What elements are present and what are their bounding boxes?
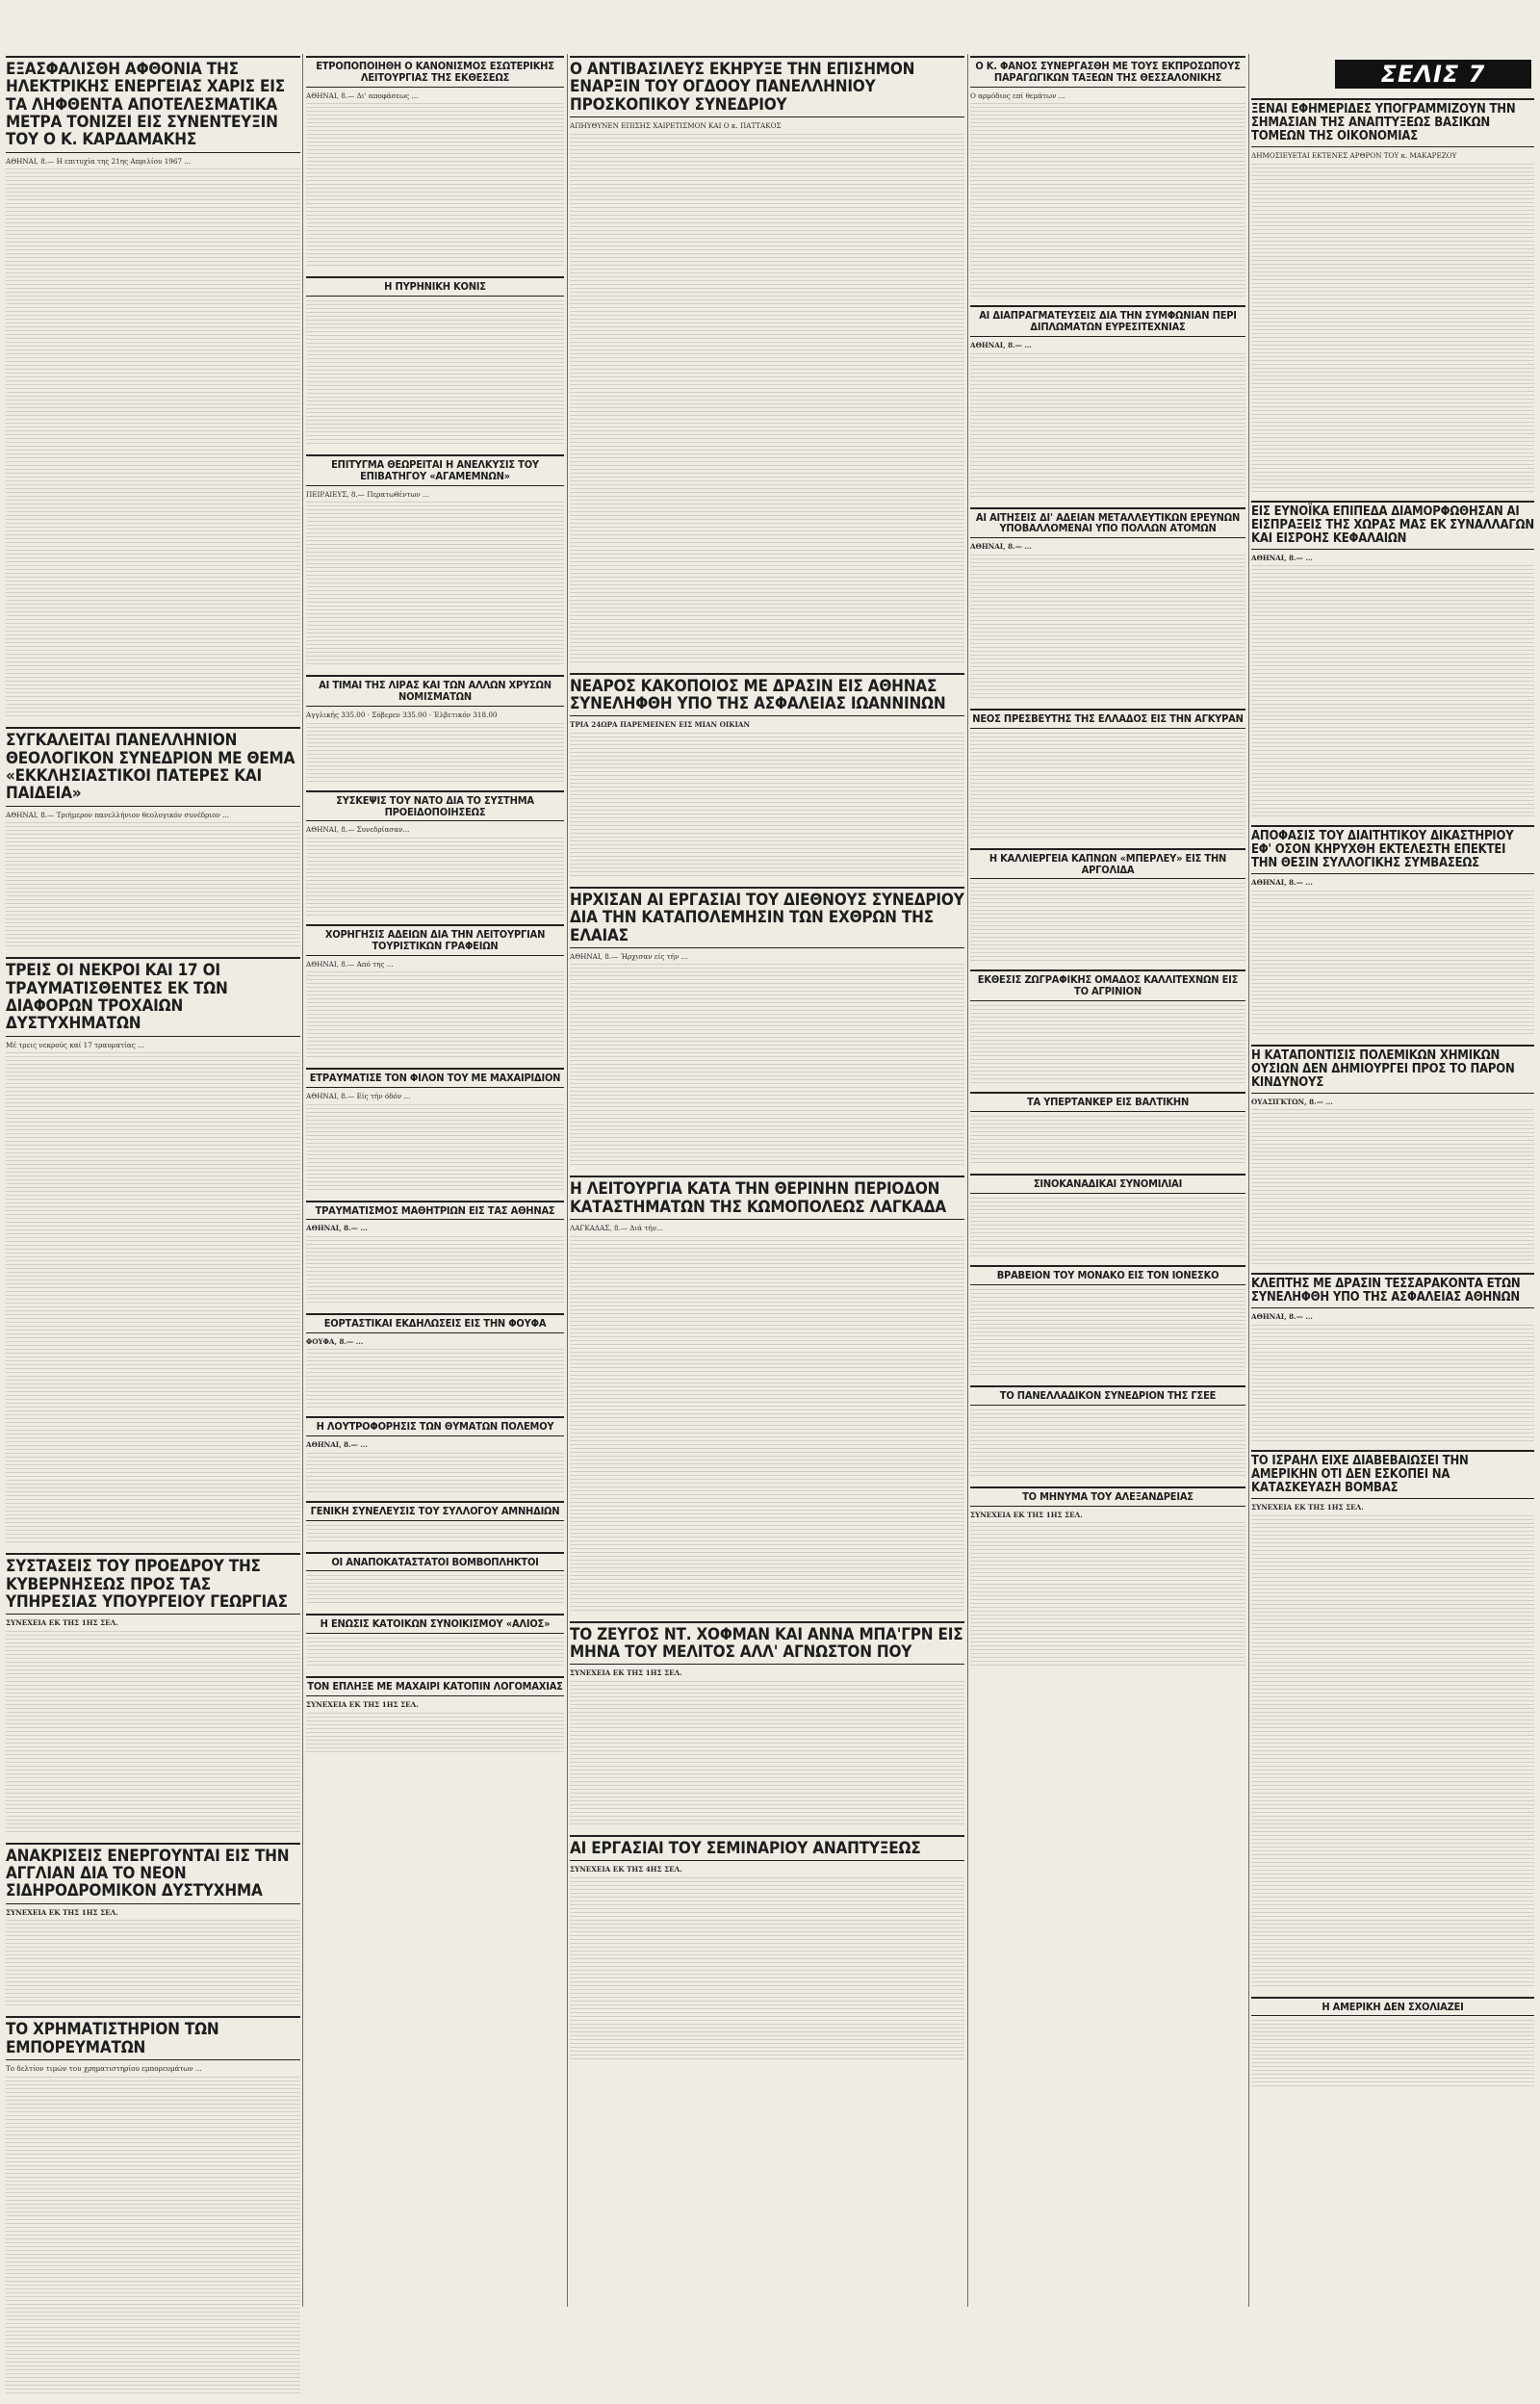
article-body-text [970, 883, 1245, 962]
article-headline: ΕΤΡΑΥΜΑΤΙΣΕ ΤΟΝ ΦΙΛΟΝ ΤΟΥ ΜΕ ΜΑΧΑΙΡΙΔΙΟΝ [306, 1068, 564, 1088]
page-number-masthead: ΣΕΛΙΣ 7 [1335, 60, 1531, 89]
column-rule [567, 54, 568, 2307]
article-lead: ΛΑΓΚΑΔΑΣ, 8.— Διά τήν... [570, 1224, 663, 1233]
article-headline: ΣΙΝΟΚΑΝΑΔΙΚΑΙ ΣΥΝΟΜΙΛΙΑΙ [970, 1174, 1245, 1194]
column-4 [970, 54, 1245, 1676]
column-5 [1251, 96, 1534, 2097]
article [970, 507, 1245, 701]
article-headline: ΑΙ ΔΙΑΠΡΑΓΜΑΤΕΥΣΕΙΣ ΔΙΑ ΤΗΝ ΣΥΜΦΩΝΙΑΝ ΠΕΡΙ ΔΙΠΛΩΜΑΤΩΝ ΕΥΡΕΣΙΤΕΧΝΙΑΣ [970, 305, 1245, 337]
article-body-text [6, 822, 300, 949]
article-lead: Το δελτίον τιμών του χρηματιστηρίου εμπορευμάτων ... [6, 2064, 202, 2074]
article-lead: ΑΘΗΝΑΙ, 8.— ... [306, 1440, 368, 1450]
article-body-text [570, 1877, 964, 2062]
article-headline: Η ΚΑΛΛΙΕΡΓΕΙΑ ΚΑΠΝΩΝ «ΜΠΕΡΛΕΥ» ΕΙΣ ΤΗΝ ΑΡΓΟΛΙΔΑ [970, 848, 1245, 880]
article-lead: ΣΥΝΕΧΕΙΑ ΕΚ ΤΗΣ 1ΗΣ ΣΕΛ. [1251, 1503, 1364, 1512]
article [306, 1416, 564, 1492]
article-body-text [1251, 1515, 1534, 1989]
article-lead: ΣΥΝΕΧΕΙΑ ΕΚ ΤΗΣ 1ΗΣ ΣΕΛ. [970, 1510, 1083, 1519]
article-lead: ΦΟΥΦΑ, 8.— ... [306, 1336, 364, 1346]
article-body-text [1251, 1325, 1534, 1442]
article-headline: ΤΡΑΥΜΑΤΙΣΜΟΣ ΜΑΘΗΤΡΙΩΝ ΕΙΣ ΤΑΣ ΑΘΗΝΑΣ [306, 1201, 564, 1221]
article-body-text [306, 1638, 564, 1668]
article-body-text [570, 1681, 964, 1827]
article-body-text [306, 1349, 564, 1409]
column-rule [1248, 54, 1249, 2307]
article-lead: ΔΗΜΟΣΙΕΥΕΤΑΙ ΕΚΤΕΝΕΣ ΑΡΘΡΟΝ ΤΟΥ κ. ΜΑΚΑΡΕΖΟΥ [1251, 151, 1457, 161]
article-body-text [6, 2077, 300, 2396]
article-body-text [570, 964, 964, 1168]
column-2 [306, 54, 564, 1761]
article-headline: ΣΥΣΚΕΨΙΣ ΤΟΥ ΝΑΤΟ ΔΙΑ ΤΟ ΣΥΣΤΗΜΑ ΠΡΟΕΙΔΟΠΟΙΗΣΕΩΣ [306, 790, 564, 822]
article-headline: ΕΤΡΟΠΟΠΟΙΗΘΗ Ο ΚΑΝΟΝΙΣΜΟΣ ΕΣΩΤΕΡΙΚΗΣ ΛΕΙΤΟΥΡΓΙΑΣ ΤΗΣ ΕΚΘΕΣΕΩΣ [306, 56, 564, 88]
article-headline: ΣΥΣΤΑΣΕΙΣ ΤΟΥ ΠΡΟΕΔΡΟΥ ΤΗΣ ΚΥΒΕΡΝΗΣΕΩΣ ΠΡΟΣ ΤΑΣ ΥΠΗΡΕΣΙΑΣ ΥΠΟΥΡΓΕΙΟΥ ΓΕΩΡΓΙΑΣ [6, 1553, 300, 1615]
article [970, 1486, 1245, 1668]
article-body-text [306, 723, 564, 783]
article-lead: ΑΘΗΝΑΙ, 8.— Από της ... [306, 959, 394, 969]
article [1251, 1997, 1534, 2090]
article-lead: ΣΥΝΕΧΕΙΑ ΕΚ ΤΗΣ 1ΗΣ ΣΕΛ. [6, 1618, 118, 1628]
article-body-text [970, 1116, 1245, 1166]
article-headline: ΑΠΟΦΑΣΙΣ ΤΟΥ ΔΙΑΙΤΗΤΙΚΟΥ ΔΙΚΑΣΤΗΡΙΟΥ ΕΦ' ΟΣΟΝ ΚΗΡΥΧΘΗ ΕΚΤΕΛΕΣΤΗ ΕΠΕΚΤΕΙ ΤΗΝ ΘΕΣΙΝ ΣΥΛΛΟΓΙΚΗΣ ΣΥΜΒΑΣΕΩΣ [1251, 825, 1534, 874]
article-headline: ΗΡΧΙΣΑΝ ΑΙ ΕΡΓΑΣΙΑΙ ΤΟΥ ΔΙΕΘΝΟΥΣ ΣΥΝΕΔΡΙΟΥ ΔΙΑ ΤΗΝ ΚΑΤΑΠΟΛΕΜΗΣΙΝ ΤΩΝ ΕΧΘΡΩΝ ΤΗΣ ΕΛΑΙΑΣ [570, 887, 964, 948]
article-headline: ΑΙ ΕΡΓΑΣΙΑΙ ΤΟΥ ΣΕΜΙΝΑΡΙΟΥ ΑΝΑΠΤΥΞΕΩΣ [570, 1835, 964, 1861]
column-3 [570, 54, 964, 2070]
article [6, 56, 300, 719]
article-headline: ΤΟ ΠΑΝΕΛΛΑΔΙΚΟΝ ΣΥΝΕΔΡΙΟΝ ΤΗΣ ΓΣΕΕ [970, 1385, 1245, 1406]
article [570, 1176, 964, 1613]
article-body-text [570, 733, 964, 879]
article-headline: ΧΟΡΗΓΗΣΙΣ ΑΔΕΙΩΝ ΔΙΑ ΤΗΝ ΛΕΙΤΟΥΡΓΙΑΝ ΤΟΥΡΙΣΤΙΚΩΝ ΓΡΑΦΕΙΩΝ [306, 924, 564, 956]
article-lead: Ο αρμόδιος επί θεμάτων ... [970, 90, 1065, 100]
article [306, 1676, 564, 1752]
article-body-text [970, 1005, 1245, 1084]
article-body-text [306, 1575, 564, 1606]
article-headline: ΑΙ ΑΙΤΗΣΕΙΣ ΔΙ' ΑΔΕΙΑΝ ΜΕΤΑΛΛΕΥΤΙΚΩΝ ΕΡΕΥΝΩΝ ΥΠΟΒΑΛΛΟΜΕΝΑΙ ΥΠΟ ΠΟΛΛΩΝ ΑΤΟΜΩΝ [970, 507, 1245, 539]
article [1251, 501, 1534, 818]
article-body-text [970, 1409, 1245, 1479]
article-lead: ΑΘΗΝΑΙ, 8.— ... [1251, 553, 1313, 562]
article [1251, 1450, 1534, 1989]
article-headline: ΕΞΑΣΦΑΛΙΣΘΗ ΑΦΘΟΝΙΑ ΤΗΣ ΗΛΕΚΤΡΙΚΗΣ ΕΝΕΡΓΕΙΑΣ ΧΑΡΙΣ ΕΙΣ ΤΑ ΛΗΦΘΕΝΤΑ ΑΠΟΤΕΛΕΣΜΑΤΙΚΑ ΜΕΤΡΑ ΤΟΝΙΖΕΙ ΕΙΣ ΣΥΝΕΝΤΕΥΞΙΝ ΤΟΥ Ο Κ. ΚΑΡΔΑΜΑΚΗΣ [6, 56, 300, 153]
article-headline: ΕΠΙΤΥΓΜΑ ΘΕΩΡΕΙΤΑΙ Η ΑΝΕΛΚΥΣΙΣ ΤΟΥ ΕΠΙΒΑΤΗΓΟΥ «ΑΓΑΜΕΜΝΩΝ» [306, 454, 564, 486]
article-lead: ΟΥΑΣΙΓΚΤΩΝ, 8.— ... [1251, 1097, 1333, 1106]
article-headline: ΕΚΘΕΣΙΣ ΖΩΓΡΑΦΙΚΗΣ ΟΜΑΔΟΣ ΚΑΛΛΙΤΕΧΝΩΝ ΕΙΣ ΤΟ ΑΓΡΙΝΙΟΝ [970, 969, 1245, 1001]
article [6, 2016, 300, 2395]
article-headline: Ο ΑΝΤΙΒΑΣΙΛΕΥΣ ΕΚΗΡΥΞΕ ΤΗΝ ΕΠΙΣΗΜΟΝ ΕΝΑΡΞΙΝ ΤΟΥ ΟΓΔΟΟΥ ΠΑΝΕΛΛΗΝΙΟΥ ΠΡΟΣΚΟΠΙΚΟΥ ΣΥΝΕΔΡΙΟΥ [570, 56, 964, 117]
article [306, 1313, 564, 1409]
article-headline: ΟΙ ΑΝΑΠΟΚΑΤΑΣΤΑΤΟΙ ΒΟΜΒΟΠΛΗΚΤΟΙ [306, 1552, 564, 1572]
article [306, 56, 564, 269]
article [570, 56, 964, 665]
article-body-text [570, 1236, 964, 1614]
article [306, 675, 564, 782]
article [306, 790, 564, 917]
article-headline: Η ΛΕΙΤΟΥΡΓΙΑ ΚΑΤΑ ΤΗΝ ΘΕΡΙΝΗΝ ΠΕΡΙΟΔΟΝ ΚΑΤΑΣΤΗΜΑΤΩΝ ΤΗΣ ΚΩΜΟΠΟΛΕΩΣ ΛΑΓΚΑΔΑ [570, 1176, 964, 1220]
article-lead: ΑΘΗΝΑΙ, 8.— Ήρχισαν είς τήν ... [570, 951, 688, 961]
article [970, 1385, 1245, 1479]
article-body-text [970, 353, 1245, 500]
article-headline: Η ΛΟΥΤΡΟΦΟΡΗΣΙΣ ΤΩΝ ΘΥΜΑΤΩΝ ΠΟΛΕΜΟΥ [306, 1416, 564, 1436]
article-body-text [306, 1453, 564, 1493]
article-lead: ΑΘΗΝΑΙ, 8.— ... [306, 1224, 368, 1233]
article-headline: Η ΚΑΤΑΠΟΝΤΙΣΙΣ ΠΟΛΕΜΙΚΩΝ ΧΗΜΙΚΩΝ ΟΥΣΙΩΝ ΔΕΝ ΔΗΜΙΟΥΡΓΕΙ ΠΡΟΣ ΤΟ ΠΑΡΟΝ ΚΙΝΔΥΝΟΥΣ [1251, 1045, 1534, 1094]
article-headline: ΝΕΟΣ ΠΡΕΣΒΕΥΤΗΣ ΤΗΣ ΕΛΛΑΔΟΣ ΕΙΣ ΤΗΝ ΑΓΚΥΡΑΝ [970, 709, 1245, 729]
article [6, 1553, 300, 1835]
article-lead: ΑΘΗΝΑΙ, 8.— ... [1251, 878, 1313, 888]
article [306, 1068, 564, 1192]
article [1251, 1273, 1534, 1442]
article-lead: ΑΘΗΝΑΙ, 8.— ... [1251, 1312, 1313, 1322]
article-headline: ΚΛΕΠΤΗΣ ΜΕ ΔΡΑΣΙΝ ΤΕΣΣΑΡΑΚΟΝΤΑ ΕΤΩΝ ΣΥΝΕΛΗΦΘΗ ΥΠΟ ΤΗΣ ΑΣΦΑΛΕΙΑΣ ΑΘΗΝΩΝ [1251, 1273, 1534, 1308]
article [306, 924, 564, 1060]
article-body-text [1251, 1109, 1534, 1265]
article-lead: ΑΠΗΥΘΥΝΕΝ ΕΠΙΣΗΣ ΧΑΙΡΕΤΙΣΜΟΝ ΚΑΙ Ο κ. ΠΑΤΤΑΚΟΣ [570, 121, 782, 131]
article-body-text [1251, 2020, 1534, 2089]
article [970, 1174, 1245, 1257]
article [306, 1501, 564, 1544]
article-body-text [306, 838, 564, 917]
article-body-text [306, 300, 564, 447]
article-body-text [970, 1522, 1245, 1668]
article-headline: Η ΠΥΡΗΝΙΚΗ ΚΟΝΙΣ [306, 276, 564, 297]
article-body-text [970, 103, 1245, 297]
article-body-text [970, 1198, 1245, 1257]
article-headline: ΓΕΝΙΚΗ ΣΥΝΕΛΕΥΣΙΣ ΤΟΥ ΣΥΛΛΟΓΟΥ ΑΜΝΗΔΙΩΝ [306, 1501, 564, 1521]
article-body-text [1251, 565, 1534, 817]
article-headline: ΞΕΝΑΙ ΕΦΗΜΕΡΙΔΕΣ ΥΠΟΓΡΑΜΜΙΖΟΥΝ ΤΗΝ ΣΗΜΑΣΙΑΝ ΤΗΣ ΑΝΑΠΤΥΞΕΩΣ ΒΑΣΙΚΩΝ ΤΟΜΕΩΝ ΤΗΣ ΟΙΚΟΝΟΜΙΑΣ [1251, 98, 1534, 147]
article-headline: Η ΕΝΩΣΙΣ ΚΑΤΟΙΚΩΝ ΣΥΝΟΙΚΙΣΜΟΥ «ΑΛΙΟΣ» [306, 1614, 564, 1634]
article-body-text [970, 1289, 1245, 1378]
article-headline: ΤΡΕΙΣ ΟΙ ΝΕΚΡΟΙ ΚΑΙ 17 ΟΙ ΤΡΑΥΜΑΤΙΣΘΕΝΤΕΣ ΕΚ ΤΩΝ ΔΙΑΦΟΡΩΝ ΤΡΟΧΑΙΩΝ ΔΥΣΤΥΧΗΜΑΤΩΝ [6, 957, 300, 1036]
article-headline: ΤΟ ΜΗΝΥΜΑ ΤΟΥ ΑΛΕΞΑΝΔΡΕΙΑΣ [970, 1486, 1245, 1507]
article-lead: ΑΘΗΝΑΙ, 8.— ... [970, 341, 1032, 349]
article-headline: ΒΡΑΒΕΙΟΝ ΤΟΥ ΜΟΝΑΚΟ ΕΙΣ ΤΟΝ ΙΟΝΕΣΚΟ [970, 1265, 1245, 1285]
article-body-text [570, 134, 964, 665]
article [306, 1201, 564, 1305]
article-headline: ΤΟ ΧΡΗΜΑΤΙΣΤΗΡΙΟΝ ΤΩΝ ΕΜΠΟΡΕΥΜΑΤΩΝ [6, 2016, 300, 2060]
article-lead: ΠΕΙΡΑΙΕΥΣ, 8.— Περατωθέντων ... [306, 489, 429, 499]
article-headline: ΝΕΑΡΟΣ ΚΑΚΟΠΟΙΟΣ ΜΕ ΔΡΑΣΙΝ ΕΙΣ ΑΘΗΝΑΣ ΣΥΝΕΛΗΦΘΗ ΥΠΟ ΤΗΣ ΑΣΦΑΛΕΙΑΣ ΙΩΑΝΝΙΝΩΝ [570, 673, 964, 717]
article-headline: ΣΥΓΚΑΛΕΙΤΑΙ ΠΑΝΕΛΛΗΝΙΟΝ ΘΕΟΛΟΓΙΚΟΝ ΣΥΝΕΔΡΙΟΝ ΜΕ ΘΕΜΑ «ΕΚΚΛΗΣΙΑΣΤΙΚΟΙ ΠΑΤΕΡΕΣ ΚΑΙ ΠΑΙΔΕΙΑ» [6, 727, 300, 806]
article-lead: ΣΥΝΕΧΕΙΑ ΕΚ ΤΗΣ 1ΗΣ ΣΕΛ. [306, 1700, 419, 1710]
article-lead: ΣΥΝΕΧΕΙΑ ΕΚ ΤΗΣ 1ΗΣ ΣΕΛ. [6, 1907, 118, 1917]
article-body-text [306, 1236, 564, 1305]
article-headline: ΑΙ ΤΙΜΑΙ ΤΗΣ ΛΙΡΑΣ ΚΑΙ ΤΩΝ ΑΛΛΩΝ ΧΡΥΣΩΝ ΝΟΜΙΣΜΑΤΩΝ [306, 675, 564, 707]
article [6, 1843, 300, 2009]
article-body-text [6, 1631, 300, 1835]
article-body-text [6, 168, 300, 719]
article-headline: Ο Κ. ΦΑΝΟΣ ΣΥΝΕΡΓΑΣΘΗ ΜΕ ΤΟΥΣ ΕΚΠΡΟΣΩΠΟΥΣ ΠΑΡΑΓΩΓΙΚΩΝ ΤΑΞΕΩΝ ΤΗΣ ΘΕΣΣΑΛΟΝΙΚΗΣ [970, 56, 1245, 88]
article-body-text [970, 555, 1245, 701]
article [570, 887, 964, 1169]
article-body-text [306, 971, 564, 1060]
article [306, 276, 564, 447]
article-headline: ΤΟΝ ΕΠΛΗΞΕ ΜΕ ΜΑΧΑΙΡΙ ΚΑΤΟΠΙΝ ΛΟΓΟΜΑΧΙΑΣ [306, 1676, 564, 1696]
article-body-text [306, 1525, 564, 1544]
article-body-text [970, 733, 1245, 840]
article-headline: Η ΑΜΕΡΙΚΗ ΔΕΝ ΣΧΟΛΙΑΖΕΙ [1251, 1997, 1534, 2017]
article-lead: ΑΘΗΝΑΙ, 8.— ... [970, 542, 1032, 552]
article-body-text [1251, 164, 1534, 493]
article-headline: ΑΝΑΚΡΙΣΕΙΣ ΕΝΕΡΓΟΥΝΤΑΙ ΕΙΣ ΤΗΝ ΑΓΓΛΙΑΝ ΔΙΑ ΤΟ ΝΕΟΝ ΣΙΔΗΡΟΔΡΟΜΙΚΟΝ ΔΥΣΤΥΧΗΜΑ [6, 1843, 300, 1904]
article [1251, 1045, 1534, 1266]
article-body-text [306, 502, 564, 667]
article [570, 1621, 964, 1827]
article-body-text [306, 1713, 564, 1753]
column-1 [6, 54, 300, 2404]
article [970, 305, 1245, 499]
article [1251, 98, 1534, 493]
article-body-text [1251, 891, 1534, 1037]
article-lead: ΑΘΗΝΑΙ, 8.— Συνεδρίασαν... [306, 825, 410, 835]
article [570, 1835, 964, 2062]
article-body-text [6, 1920, 300, 2008]
article-body-text [306, 103, 564, 269]
article [306, 1614, 564, 1668]
article [306, 1552, 564, 1607]
article-body-text [6, 1052, 300, 1545]
article [1251, 825, 1534, 1037]
article [970, 969, 1245, 1084]
column-rule [302, 54, 303, 2307]
article [570, 673, 964, 879]
article-headline: ΤΟ ΙΣΡΑΗΛ ΕΙΧΕ ΔΙΑΒΕΒΑΙΩΣΕΙ ΤΗΝ ΑΜΕΡΙΚΗΝ ΟΤΙ ΔΕΝ ΕΣΚΟΠΕΙ ΝΑ ΚΑΤΑΣΚΕΥΑΣΗ ΒΟΜΒΑΣ [1251, 1450, 1534, 1499]
article-headline: ΤΟ ΖΕΥΓΟΣ ΝΤ. ΧΟΦΜΑΝ ΚΑΙ ΑΝΝΑ ΜΠΑ'ΓΡΝ ΕΙΣ ΜΗΝΑ ΤΟΥ ΜΕΛΙΤΟΣ ΑΛΛ' ΑΓΝΩΣΤΟΝ ΠΟΥ [570, 1621, 964, 1666]
article [970, 56, 1245, 297]
article-headline: ΕΟΡΤΑΣΤΙΚΑΙ ΕΚΔΗΛΩΣΕΙΣ ΕΙΣ ΤΗΝ ΦΟΥΦΑ [306, 1313, 564, 1333]
article-lead: ΤΡΙΑ 24ΩΡΑ ΠΑΡΕΜΕΙΝΕΝ ΕΙΣ ΜΙΑΝ ΟΙΚΙΑΝ [570, 720, 751, 730]
article-lead: ΑΘΗΝΑΙ, 8.— Τριήμερον πανελλήνιον θεολογικόν συνέδριον ... [6, 810, 229, 819]
article [970, 1265, 1245, 1378]
article-lead: Αγγλικής 335.00 · Σόβερεν 335.00 · Έλβετικόν 318.00 [306, 711, 498, 720]
article-lead: ΑΘΗΝΑΙ, 8.— Η επιτυχία της 21ης Απριλίου 1967 ... [6, 156, 192, 166]
column-rule [967, 54, 968, 2307]
article-lead: ΣΥΝΕΧΕΙΑ ΕΚ ΤΗΣ 1ΗΣ ΣΕΛ. [570, 1668, 682, 1678]
article-body-text [306, 1104, 564, 1193]
article-headline: ΤΑ ΥΠΕΡΤΑΝΚΕΡ ΕΙΣ ΒΑΛΤΙΚΗΝ [970, 1092, 1245, 1112]
article-lead: ΣΥΝΕΧΕΙΑ ΕΚ ΤΗΣ 4ΗΣ ΣΕΛ. [570, 1865, 682, 1874]
article [970, 848, 1245, 963]
article-lead: ΑΘΗΝΑΙ, 8.— Δι' αποφάσεως ... [306, 90, 419, 100]
article-lead: Μέ τρεις νεκρούς καί 17 τραυματίας ... [6, 1040, 144, 1049]
article [6, 727, 300, 949]
article-headline: ΕΙΣ ΕΥΝΟΪΚΑ ΕΠΙΠΕΔΑ ΔΙΑΜΟΡΦΩΘΗΣΑΝ ΑΙ ΕΙΣΠΡΑΞΕΙΣ ΤΗΣ ΧΩΡΑΣ ΜΑΣ ΕΚ ΣΥΝΑΛΛΑΓΩΝ ΚΑΙ ΕΙΣΡΟΗΣ ΚΕΦΑΛΑΙΩΝ [1251, 501, 1534, 550]
article [6, 957, 300, 1545]
article-lead: ΑΘΗΝΑΙ, 8.— Είς τήν όδόν ... [306, 1092, 411, 1100]
article [970, 1092, 1245, 1166]
article [970, 709, 1245, 840]
article [306, 454, 564, 667]
